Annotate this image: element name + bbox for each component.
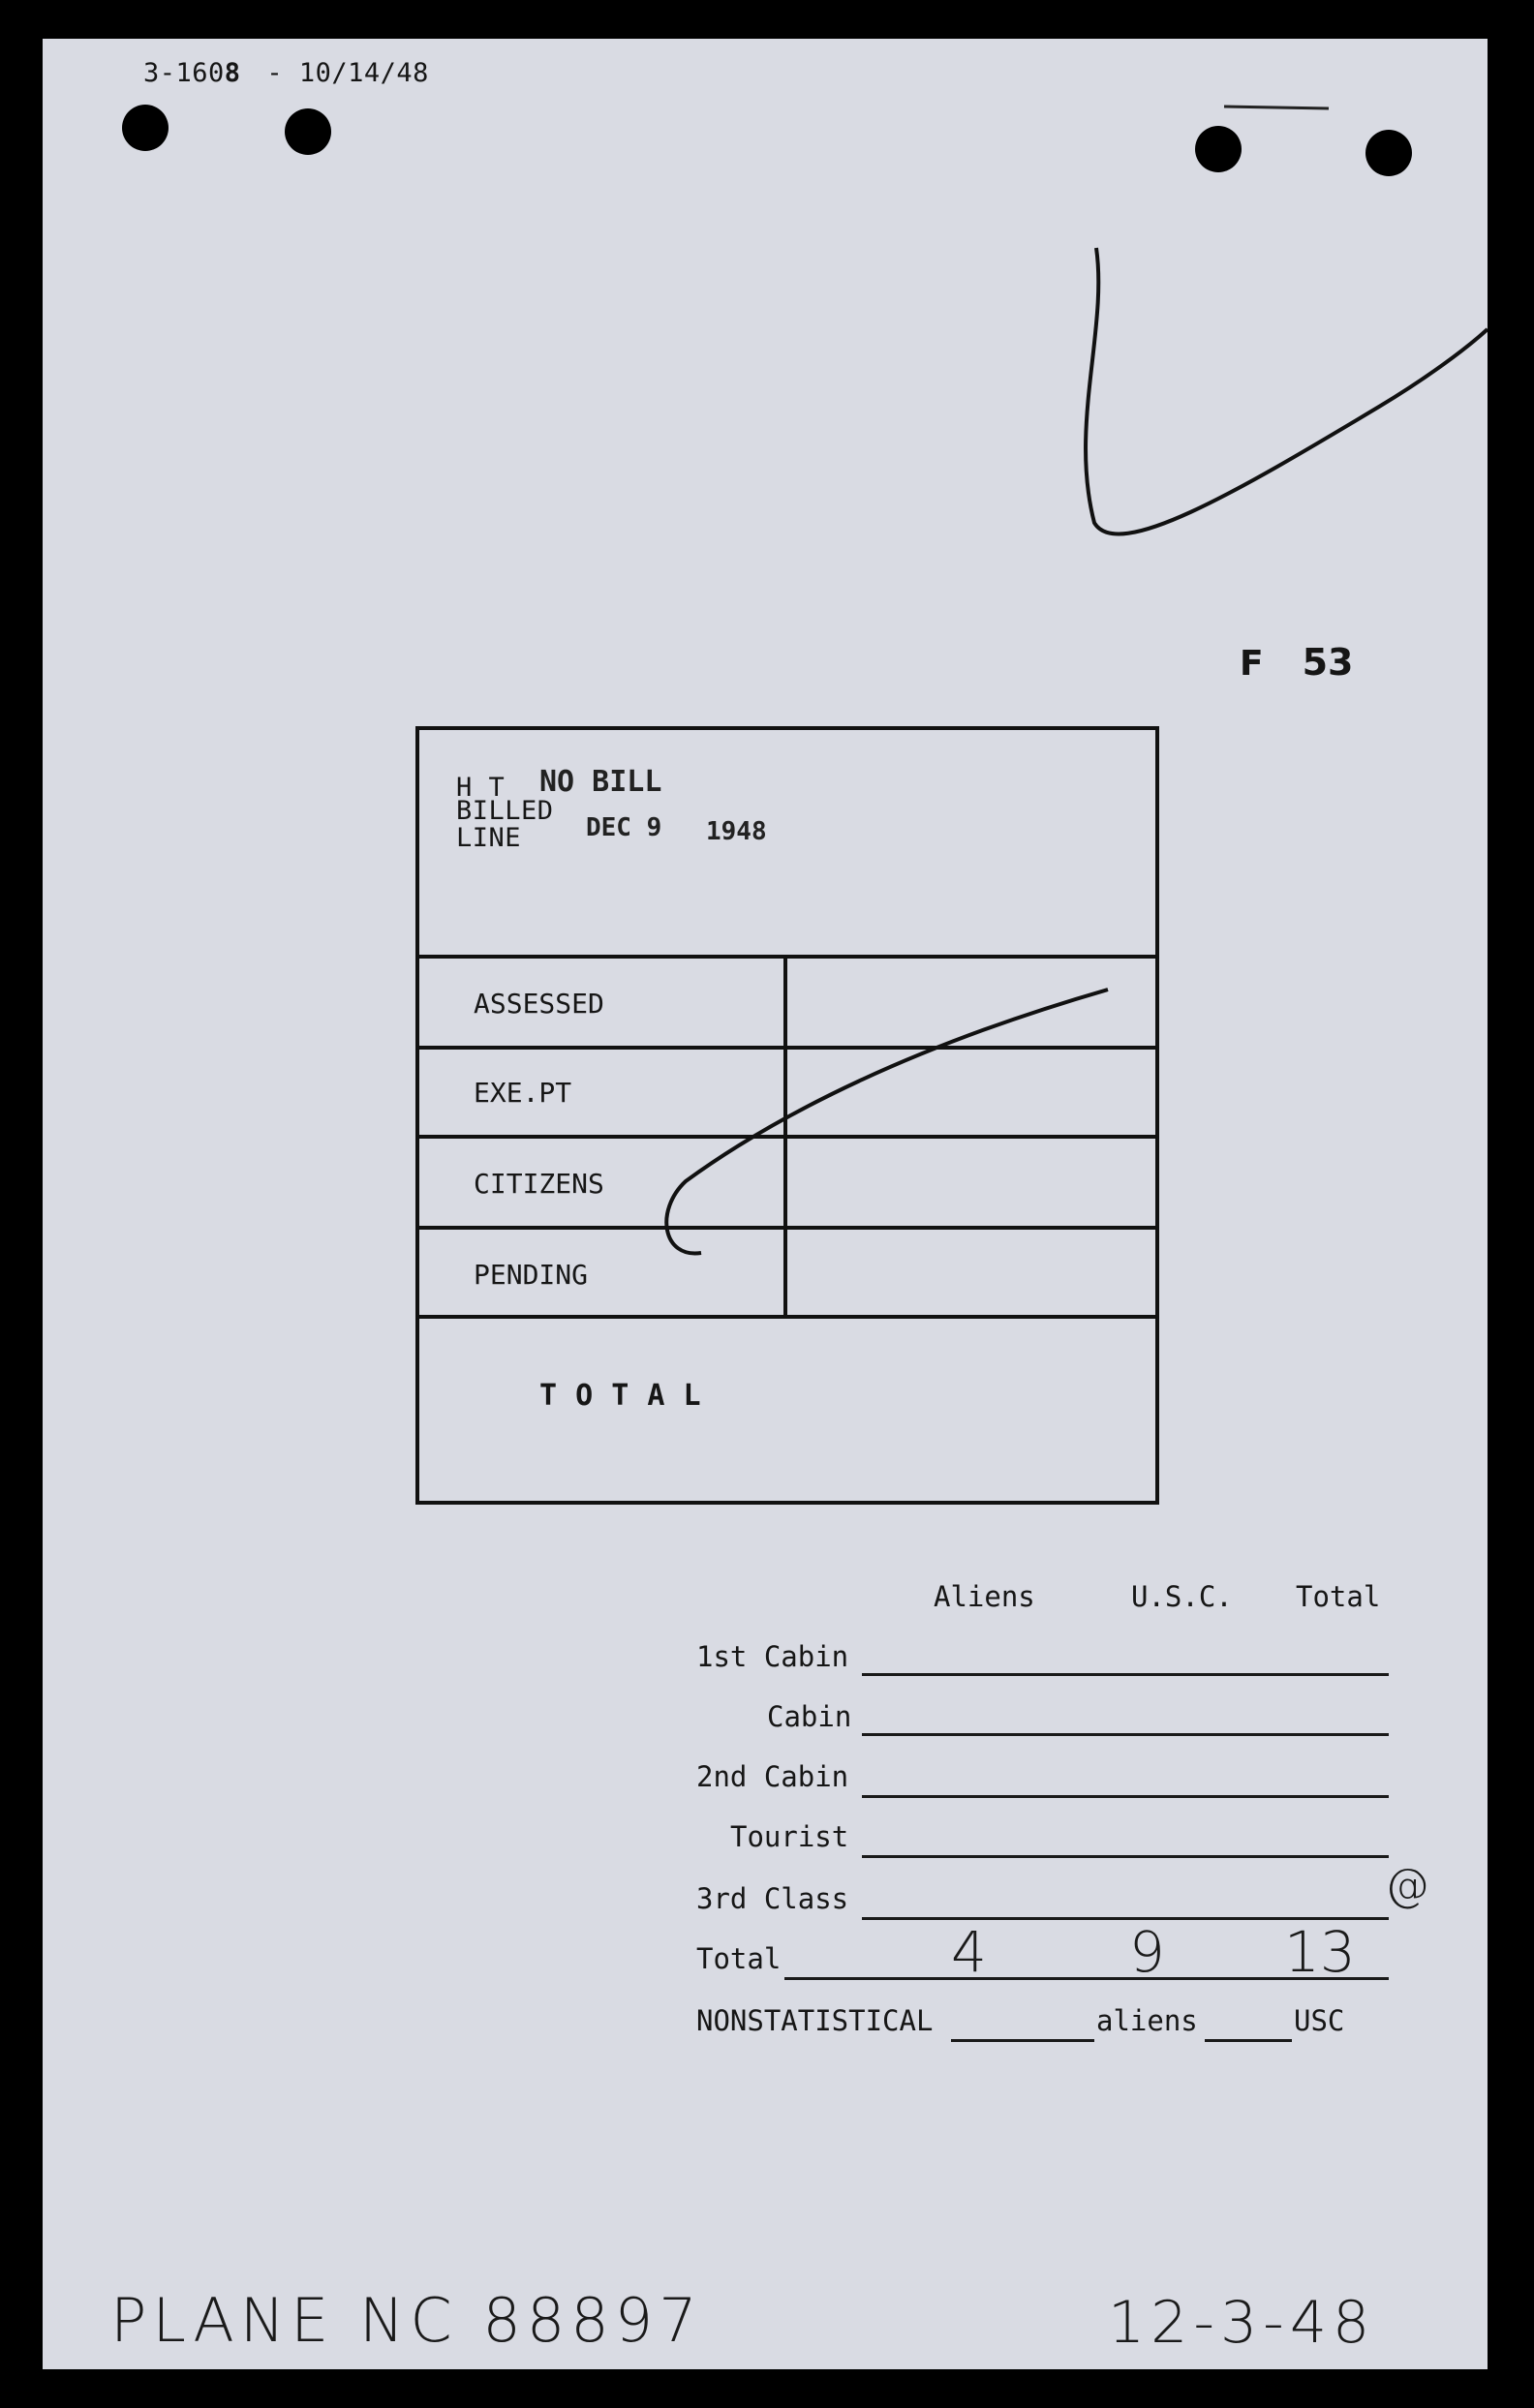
- form-number: 3-160: [143, 58, 225, 88]
- row-label-3rd-class: 3rd Class: [696, 1882, 849, 1915]
- row-label-exempt: EXE.PT: [474, 1077, 572, 1109]
- nonstatistical-usc-label: USC: [1294, 2004, 1345, 2037]
- row-label-tourist: Tourist: [730, 1820, 849, 1853]
- row-label-pending: PENDING: [474, 1259, 589, 1291]
- fill-line: [862, 1795, 1389, 1798]
- handwritten-date: 12-3-48: [1108, 2289, 1376, 2357]
- stamp-year: 1948: [706, 817, 767, 846]
- fill-line: [951, 2039, 1094, 2042]
- page-number-value: 53: [1302, 641, 1354, 684]
- row-label-2nd-cabin: 2nd Cabin: [696, 1760, 849, 1793]
- fill-line: [862, 1673, 1389, 1676]
- stamp-date: DEC 9: [586, 813, 662, 842]
- row-label-cabin: Cabin: [767, 1700, 852, 1733]
- billing-line-line: LINE: [456, 823, 522, 853]
- page-mark: F: [1240, 644, 1264, 684]
- total-total-value: 13: [1284, 1919, 1356, 1985]
- fill-line: [862, 1855, 1389, 1858]
- total-usc-value: 9: [1129, 1919, 1165, 1985]
- column-header-total: Total: [1296, 1580, 1381, 1613]
- pen-check-mark: [43, 39, 1488, 1297]
- stamp-no-bill: NO BILL: [539, 765, 662, 799]
- total-aliens-value: 4: [951, 1919, 987, 1985]
- row-label-1st-cabin: 1st Cabin: [696, 1640, 849, 1673]
- total-label: T O T A L: [539, 1379, 702, 1413]
- form-date: - 10/14/48: [266, 58, 429, 88]
- form-number-overstrike: 8: [224, 58, 241, 88]
- row-label-assessed: ASSESSED: [474, 988, 604, 1020]
- box-divider: [419, 1315, 1155, 1319]
- nonstatistical-aliens-label: aliens: [1096, 2004, 1198, 2037]
- fill-line: [1205, 2039, 1292, 2042]
- billing-line-ht: H T: [456, 773, 506, 803]
- row-label-citizens: CITIZENS: [474, 1168, 604, 1200]
- row-label-total: Total: [696, 1942, 782, 1975]
- billing-line-billed: BILLED: [456, 796, 554, 826]
- fill-line: [862, 1733, 1389, 1736]
- handwritten-circle-mark: @: [1385, 1859, 1429, 1911]
- column-header-aliens: Aliens: [934, 1580, 1035, 1613]
- nonstatistical-label: NONSTATISTICAL: [696, 2004, 934, 2037]
- document-page: [43, 39, 1488, 2369]
- column-header-usc: U.S.C.: [1131, 1580, 1233, 1613]
- handwritten-plane-id: PLANE NC 88897: [110, 2285, 703, 2356]
